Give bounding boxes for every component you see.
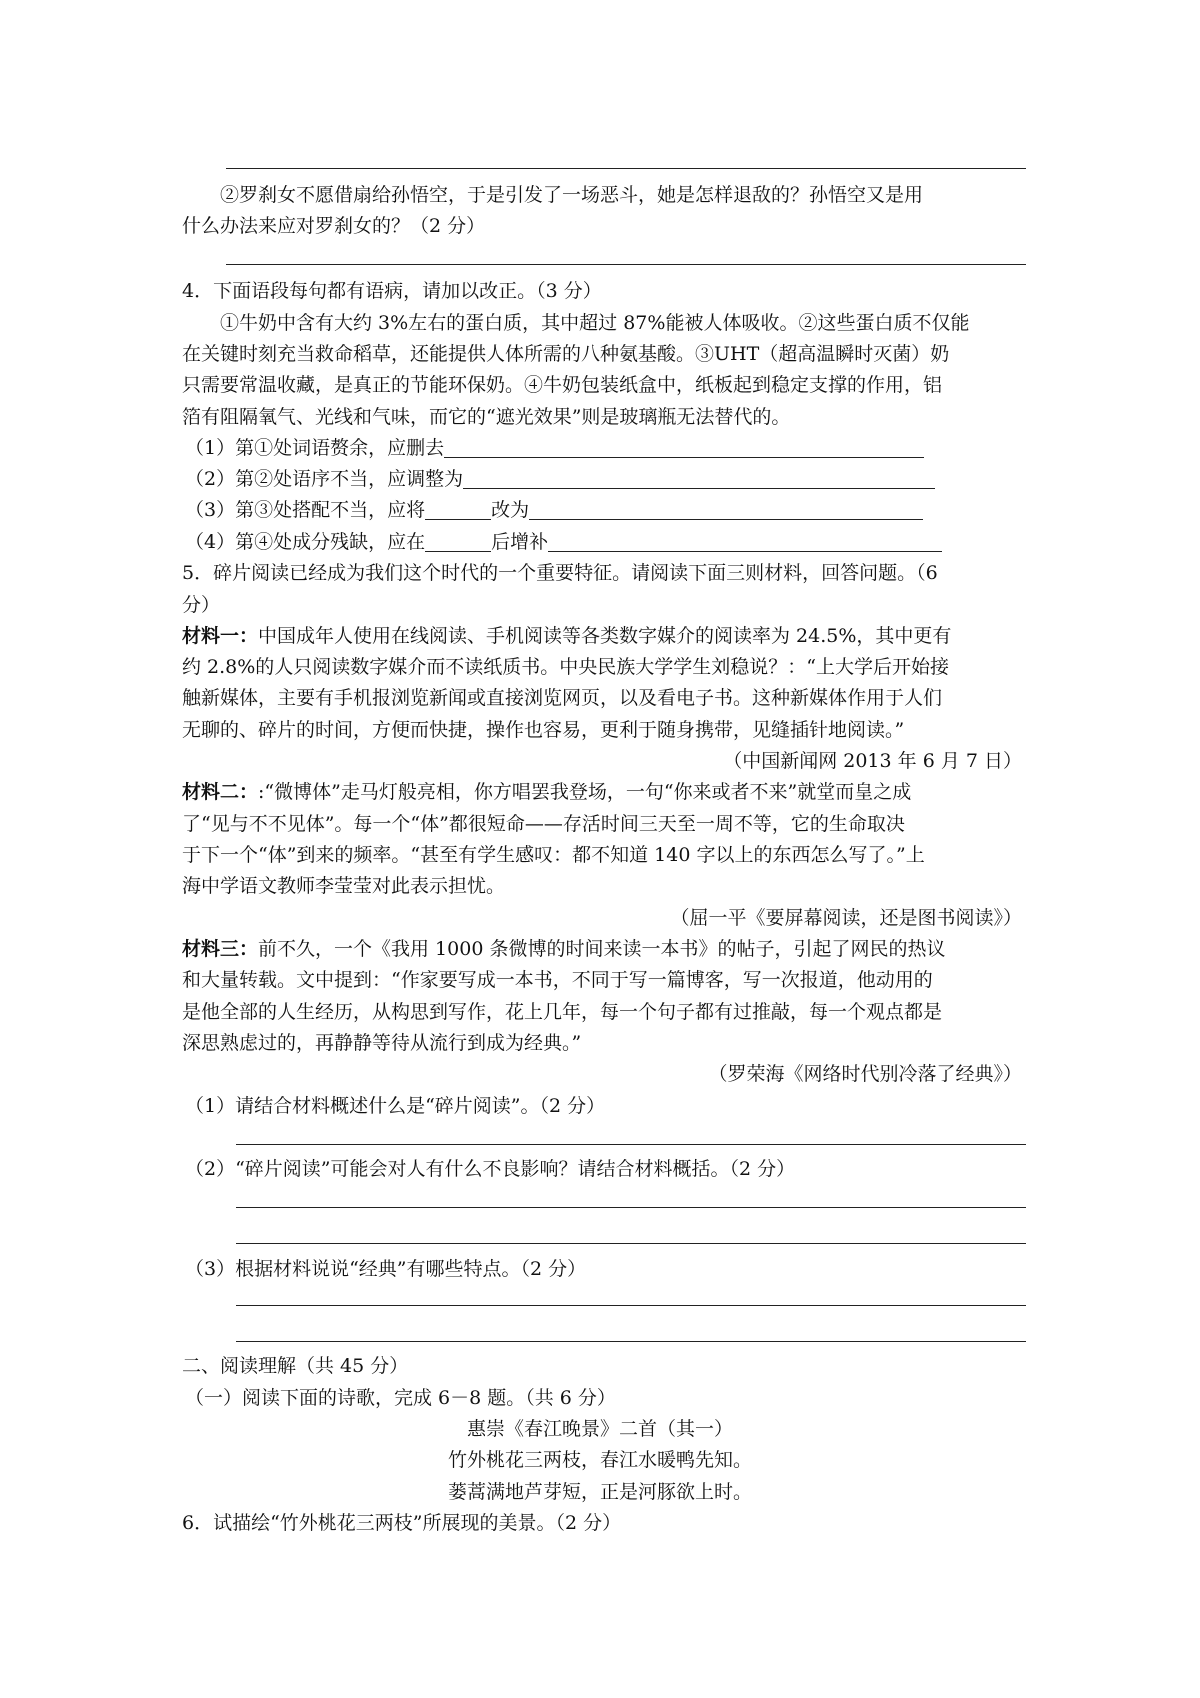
material-2-source: （屈一平《要屏幕阅读，还是图书阅读》）	[670, 907, 1022, 929]
answer-blank[interactable]	[463, 466, 935, 489]
material-1-label: 材料一：	[182, 625, 259, 647]
answer-line[interactable]	[236, 1243, 1026, 1244]
q4-passage-line: ①牛奶中含有大约 3%左右的蛋白质，其中超过 87%能被人体吸收。②这些蛋白质不仅能	[220, 312, 970, 334]
q4-item-2-label: （2）第②处语序不当，应调整为	[185, 468, 464, 490]
material-2-label: 材料二：	[182, 781, 259, 803]
answer-line[interactable]	[236, 1341, 1026, 1342]
q3-sub2-line1: ②罗刹女不愿借扇给孙悟空，于是引发了一场恶斗，她是怎样退敌的？孙悟空又是用	[220, 184, 924, 206]
q5-title-line2: 分）	[182, 594, 221, 616]
q4-item-3-label-a: （3）第③处搭配不当，应将	[185, 499, 426, 521]
q4-passage-line: 箔有阻隔氧气、光线和气味，而它的“遮光效果”则是玻璃瓶无法替代的。	[182, 406, 791, 428]
material-3-line: 和大量转载。文中提到：“作家要写成一本书，不同于写一篇博客，写一次报道，他动用的	[182, 969, 933, 991]
q3-sub2-line2: 什么办法来应对罗刹女的？（2 分）	[182, 215, 486, 237]
section-2-title: 二、阅读理解（共 45 分）	[182, 1355, 409, 1377]
answer-line[interactable]	[236, 1144, 1026, 1145]
material-3-line: 是他全部的人生经历，从构思到写作，花上几年，每一个句子都有过推敲，每一个观点都是	[182, 1001, 943, 1023]
answer-line[interactable]	[226, 168, 1026, 169]
material-1-text: 中国成年人使用在线阅读、手机阅读等各类数字媒介的阅读率为 24.5%，其中更有	[258, 625, 952, 647]
q4-item-3	[185, 495, 923, 525]
material-3-text: 前不久，一个《我用 1000 条微博的时间来读一本书》的帖子，引起了网民的热议	[258, 938, 946, 960]
q4-item-1-label: （1）第①处词语赘余，应删去	[185, 437, 445, 459]
material-1-line: 约 2.8%的人只阅读数字媒介而不读纸质书。中央民族大学学生刘稳说？：“上大学后开始接	[182, 656, 950, 678]
answer-line[interactable]	[236, 1207, 1026, 1208]
material-1-line: 触新媒体，主要有手机报浏览新闻或直接浏览网页，以及看电子书。这种新媒体作用于人们	[182, 687, 943, 709]
material-3-line: 深思熟虑过的，再静静等待从流行到成为经典。”	[182, 1032, 582, 1054]
q4-item-1	[185, 433, 924, 463]
q4-item-4	[185, 527, 942, 557]
q4-item-2	[185, 464, 935, 494]
poem-title: 惠崇《春江晚景》二首（其一）	[466, 1418, 733, 1440]
section-2-part-1: （一）阅读下面的诗歌，完成 6－8 题。（共 6 分）	[185, 1387, 616, 1409]
q5-sub2: （2）“碎片阅读”可能会对人有什么不良影响？请结合材料概括。（2 分）	[185, 1158, 796, 1180]
material-2-line: 了“见与不不见体”。每一个“体”都很短命——存活时间三天至一周不等，它的生命取决	[182, 813, 905, 835]
q4-passage-line: 只需要常温收藏，是真正的节能环保奶。④牛奶包装纸盒中，纸板起到稳定支撑的作用，铝	[182, 374, 943, 396]
material-2-text: :“微博体”走马灯般亮相，你方唱罢我登场，一句“你来或者不来”就堂而皇之成	[258, 781, 912, 803]
material-1-line	[182, 621, 951, 651]
q5-title-line1: 5．碎片阅读已经成为我们这个时代的一个重要特征。请阅读下面三则材料，回答问题。（6	[182, 562, 938, 584]
material-2-line: 海中学语文教师李莹莹对此表示担忧。	[182, 875, 506, 897]
material-1-line: 无聊的、碎片的时间，方便而快捷，操作也容易，更利于随身携带，见缝插针地阅读。”	[182, 719, 905, 741]
q5-sub3: （3）根据材料说说“经典”有哪些特点。（2 分）	[185, 1258, 587, 1280]
q5-sub1: （1）请结合材料概述什么是“碎片阅读”。（2 分）	[185, 1095, 606, 1117]
q4-passage-line: 在关键时刻充当救命稻草，还能提供人体所需的八种氨基酸。③UHT（超高温瞬时灭菌）奶	[182, 343, 950, 365]
poem-line: 蒌蒿满地芦芽短，正是河豚欲上时。	[447, 1481, 752, 1503]
material-2-line	[182, 777, 911, 807]
material-2-line: 于下一个“体”到来的频率。“甚至有学生感叹：都不知道 140 字以上的东西怎么写了。”上	[182, 844, 925, 866]
poem-line: 竹外桃花三两枝，春江水暖鸭先知。	[447, 1449, 752, 1471]
answer-blank[interactable]	[444, 435, 924, 458]
material-1-source: （中国新闻网 2013 年 6 月 7 日）	[723, 750, 1022, 772]
answer-blank[interactable]	[529, 497, 923, 520]
q6-title: 6．试描绘“竹外桃花三两枝”所展现的美景。（2 分）	[182, 1512, 622, 1534]
answer-blank[interactable]	[548, 529, 942, 552]
q4-item-4-label-b: 后增补	[491, 531, 549, 553]
material-3-source: （罗荣海《网络时代别冷落了经典》）	[708, 1063, 1022, 1085]
material-3-line	[182, 934, 945, 964]
answer-line[interactable]	[236, 1305, 1026, 1306]
q4-item-3-label-b: 改为	[491, 499, 530, 521]
answer-blank[interactable]	[425, 497, 491, 520]
answer-blank[interactable]	[425, 529, 491, 552]
answer-line[interactable]	[226, 264, 1026, 265]
material-3-label: 材料三：	[182, 938, 259, 960]
q4-item-4-label-a: （4）第④处成分残缺，应在	[185, 531, 426, 553]
q4-title: 4．下面语段每句都有语病，请加以改正。（3 分）	[182, 280, 602, 302]
